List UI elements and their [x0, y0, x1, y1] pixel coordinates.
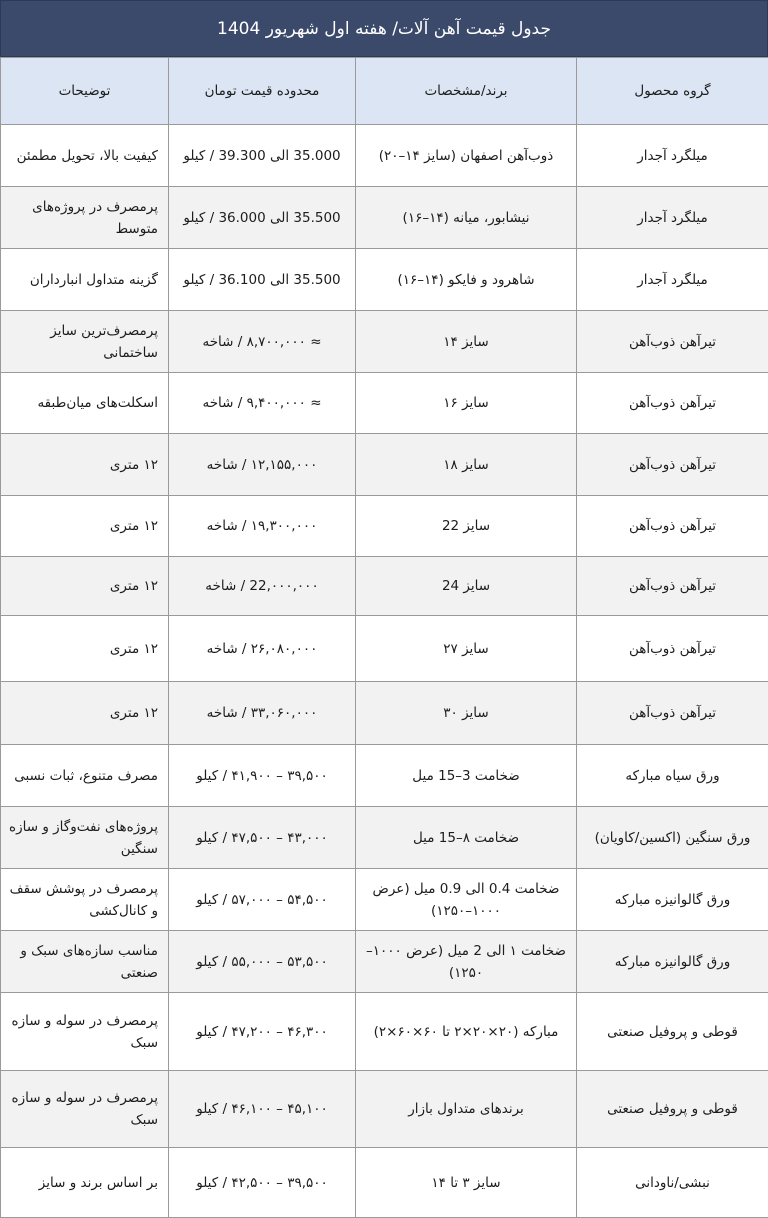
cell-price-range: 35.500 الی 36.000 / کیلو [169, 187, 356, 249]
cell-price-range: ۵۳,۵۰۰ – ۵۵,۰۰۰ / کیلو [169, 931, 356, 993]
cell-product-group: تیرآهن ذوب‌آهن [577, 496, 768, 557]
cell-price-range: ۳۹,۵۰۰ – ۴۲,۵۰۰ / کیلو [169, 1148, 356, 1218]
table-row [1, 745, 768, 807]
cell-product-group: تیرآهن ذوب‌آهن [577, 616, 768, 682]
cell-notes: کیفیت بالا، تحویل مطمئن [1, 125, 169, 187]
table-row [1, 311, 768, 373]
table-row [1, 682, 768, 745]
cell-brand-spec: نیشابور، میانه (۱۴–۱۶) [356, 187, 577, 249]
table-row [1, 1148, 768, 1218]
cell-price-range: ۴۶,۳۰۰ – ۴۷,۲۰۰ / کیلو [169, 993, 356, 1071]
cell-notes: پرمصرف در سوله و سازه سبک [1, 1071, 169, 1148]
cell-notes: پرمصرف در پروژه‌های متوسط [1, 187, 169, 249]
cell-price-range: ۳۹,۵۰۰ – ۴۱,۹۰۰ / کیلو [169, 745, 356, 807]
cell-brand-spec: سایز ۳۰ [356, 682, 577, 745]
cell-brand-spec: ضخامت 0.4 الی 0.9 میل (عرض ۱۰۰۰–۱۲۵۰) [356, 869, 577, 931]
cell-product-group: قوطی و پروفیل صنعتی [577, 1071, 768, 1148]
cell-notes: بر اساس برند و سایز [1, 1148, 169, 1218]
cell-notes: اسکلت‌های میان‌طبقه [1, 373, 169, 434]
cell-brand-spec: ذوب‌آهن اصفهان (سایز ۱۴–۲۰) [356, 125, 577, 187]
cell-price-range: ۲۶,۰۸۰,۰۰۰ / شاخه [169, 616, 356, 682]
cell-product-group: میلگرد آجدار [577, 187, 768, 249]
cell-notes: ۱۲ متری [1, 496, 169, 557]
table-row [1, 869, 768, 931]
cell-brand-spec: سایز 22 [356, 496, 577, 557]
cell-brand-spec: سایز ۳ تا ۱۴ [356, 1148, 577, 1218]
cell-notes: گزینه متداول انبارداران [1, 249, 169, 311]
cell-price-range: ≈ ۸,۷۰۰,۰۰۰ / شاخه [169, 311, 356, 373]
cell-price-range: ۴۵,۱۰۰ – ۴۶,۱۰۰ / کیلو [169, 1071, 356, 1148]
cell-brand-spec: سایز ۱۸ [356, 434, 577, 496]
cell-product-group: ورق سیاه مبارکه [577, 745, 768, 807]
cell-notes: پرمصرف در پوشش سقف و کانال‌کشی [1, 869, 169, 931]
table-row [1, 1071, 768, 1148]
cell-product-group: تیرآهن ذوب‌آهن [577, 373, 768, 434]
cell-notes: پرمصرف در سوله و سازه سبک [1, 993, 169, 1071]
cell-brand-spec: سایز ۱۴ [356, 311, 577, 373]
table-header-row [1, 58, 768, 125]
cell-product-group: تیرآهن ذوب‌آهن [577, 434, 768, 496]
table-row [1, 616, 768, 682]
cell-product-group: میلگرد آجدار [577, 125, 768, 187]
table-row [1, 557, 768, 616]
header-brand-spec: برند/مشخصات [356, 58, 577, 125]
cell-brand-spec: سایز 24 [356, 557, 577, 616]
cell-notes: ۱۲ متری [1, 616, 169, 682]
table-row [1, 434, 768, 496]
cell-brand-spec: ضخامت ۱ الی 2 میل (عرض ۱۰۰۰–۱۲۵۰) [356, 931, 577, 993]
table-row [1, 125, 768, 187]
cell-product-group: تیرآهن ذوب‌آهن [577, 682, 768, 745]
cell-price-range: 35.000 الی 39.300 / کیلو [169, 125, 356, 187]
cell-price-range: ≈ ۹,۴۰۰,۰۰۰ / شاخه [169, 373, 356, 434]
cell-brand-spec: سایز ۲۷ [356, 616, 577, 682]
cell-brand-spec: شاهرود و فایکو (۱۴–۱۶) [356, 249, 577, 311]
table-row [1, 187, 768, 249]
cell-product-group: نبشی/ناودانی [577, 1148, 768, 1218]
cell-product-group: ورق سنگین (اکسین/کاویان) [577, 807, 768, 869]
table-title: جدول قیمت آهن آلات/ هفته اول شهریور 1404 [0, 0, 768, 57]
table-row [1, 249, 768, 311]
table-row [1, 807, 768, 869]
cell-brand-spec: برندهای متداول بازار [356, 1071, 577, 1148]
cell-product-group: تیرآهن ذوب‌آهن [577, 311, 768, 373]
cell-price-range: ۱۹,۳۰۰,۰۰۰ / شاخه [169, 496, 356, 557]
cell-notes: پرمصرف‌ترین سایز ساختمانی [1, 311, 169, 373]
table-row [1, 993, 768, 1071]
cell-notes: مناسب سازه‌های سبک و صنعتی [1, 931, 169, 993]
cell-product-group: تیرآهن ذوب‌آهن [577, 557, 768, 616]
header-price-range: محدوده قیمت تومان [169, 58, 356, 125]
cell-product-group: ورق گالوانیزه مبارکه [577, 869, 768, 931]
cell-notes: پروژه‌های نفت‌وگاز و سازه سنگین [1, 807, 169, 869]
cell-brand-spec: ضخامت 3–15 میل [356, 745, 577, 807]
cell-price-range: 22,۰۰۰,۰۰۰ / شاخه [169, 557, 356, 616]
header-notes: توضیحات [1, 58, 169, 125]
cell-price-range: ۱۲,۱۵۵,۰۰۰ / شاخه [169, 434, 356, 496]
cell-notes: ۱۲ متری [1, 557, 169, 616]
cell-price-range: ۵۴,۵۰۰ – ۵۷,۰۰۰ / کیلو [169, 869, 356, 931]
cell-brand-spec: سایز ۱۶ [356, 373, 577, 434]
cell-notes: ۱۲ متری [1, 682, 169, 745]
table-row [1, 931, 768, 993]
cell-product-group: قوطی و پروفیل صنعتی [577, 993, 768, 1071]
cell-price-range: 35.500 الی 36.100 / کیلو [169, 249, 356, 311]
cell-price-range: ۳۳,۰۶۰,۰۰۰ / شاخه [169, 682, 356, 745]
cell-brand-spec: ضخامت ۸–15 میل [356, 807, 577, 869]
table-row [1, 373, 768, 434]
table-row [1, 496, 768, 557]
cell-notes: مصرف متنوع، ثبات نسبی [1, 745, 169, 807]
price-table [0, 57, 768, 1218]
cell-price-range: ۴۳,۰۰۰ – ۴۷,۵۰۰ / کیلو [169, 807, 356, 869]
cell-product-group: ورق گالوانیزه مبارکه [577, 931, 768, 993]
cell-notes: ۱۲ متری [1, 434, 169, 496]
cell-product-group: میلگرد آجدار [577, 249, 768, 311]
cell-brand-spec: مبارکه (۲۰×۲۰×۲ تا ۶۰×۶۰×۲) [356, 993, 577, 1071]
table-body [1, 125, 768, 1218]
header-product-group: گروه محصول [577, 58, 768, 125]
